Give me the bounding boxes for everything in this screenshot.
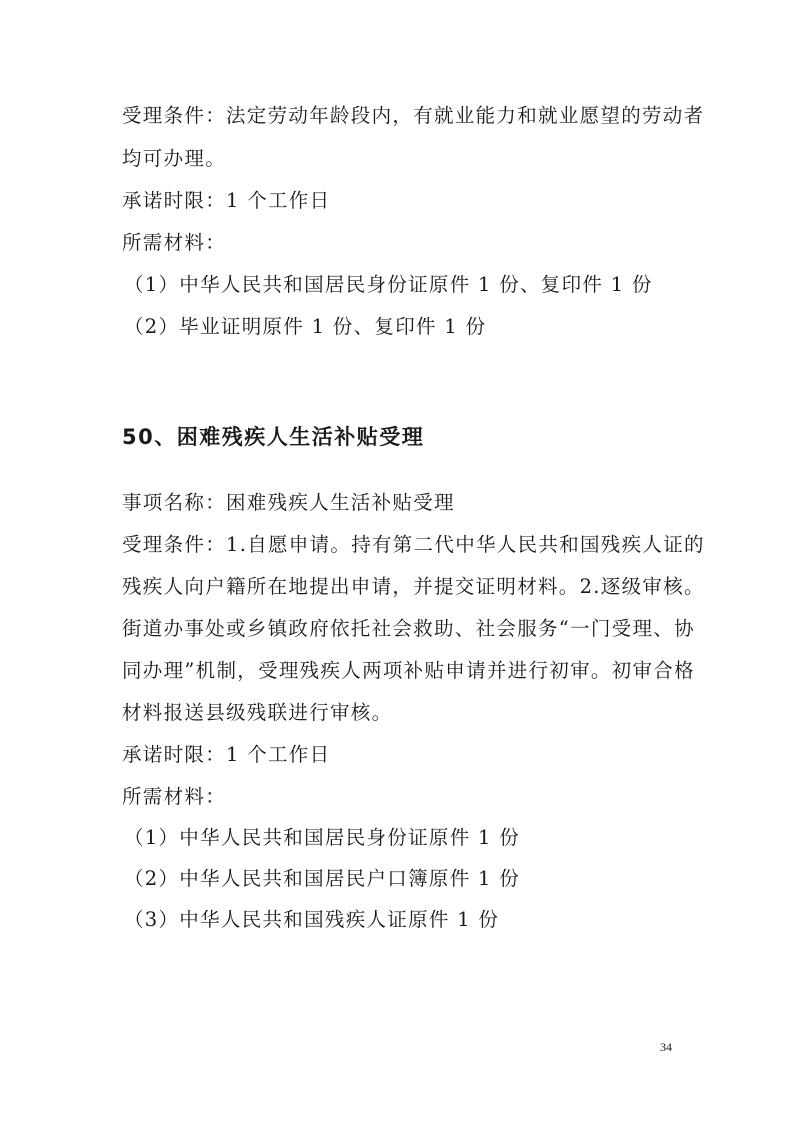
conditions-line-3: 街道办事处或乡镇政府依托社会救助、社会服务“一门受理、协 [122, 617, 695, 640]
conditions-line-5: 材料报送县级残联进行审核。 [122, 701, 393, 724]
item-name: 事项名称：困难残疾人生活补贴受理 [122, 491, 455, 514]
prev-material-item-1: （1）中华人民共和国居民身份证原件 1 份、复印件 1 份 [124, 273, 653, 296]
conditions-line-2: 残疾人向户籍所在地提出申请，并提交证明材料。2.逐级审核。 [122, 575, 705, 598]
page-number: 34 [660, 1040, 672, 1054]
section-heading: 50、困难残疾人生活补贴受理 [122, 425, 425, 449]
prev-materials-label: 所需材料： [122, 231, 227, 254]
material-item-3: （3）中华人民共和国残疾人证原件 1 份 [124, 908, 500, 931]
time-limit: 承诺时限：1 个工作日 [122, 743, 331, 766]
prev-conditions-line-1: 受理条件：法定劳动年龄段内，有就业能力和就业愿望的劳动者 [122, 104, 705, 127]
prev-time-limit: 承诺时限：1 个工作日 [122, 189, 331, 212]
conditions-line-4: 同办理”机制，受理残疾人两项补贴申请并进行初审。初审合格 [122, 659, 695, 682]
materials-label: 所需材料： [122, 785, 227, 808]
material-item-1: （1）中华人民共和国居民身份证原件 1 份 [124, 826, 521, 849]
prev-conditions-line-2: 均可办理。 [122, 147, 227, 170]
material-item-2: （2）中华人民共和国居民户口簿原件 1 份 [124, 867, 521, 890]
prev-material-item-2: （2）毕业证明原件 1 份、复印件 1 份 [124, 315, 487, 338]
conditions-line-1: 受理条件：1.自愿申请。持有第二代中华人民共和国残疾人证的 [122, 533, 705, 556]
